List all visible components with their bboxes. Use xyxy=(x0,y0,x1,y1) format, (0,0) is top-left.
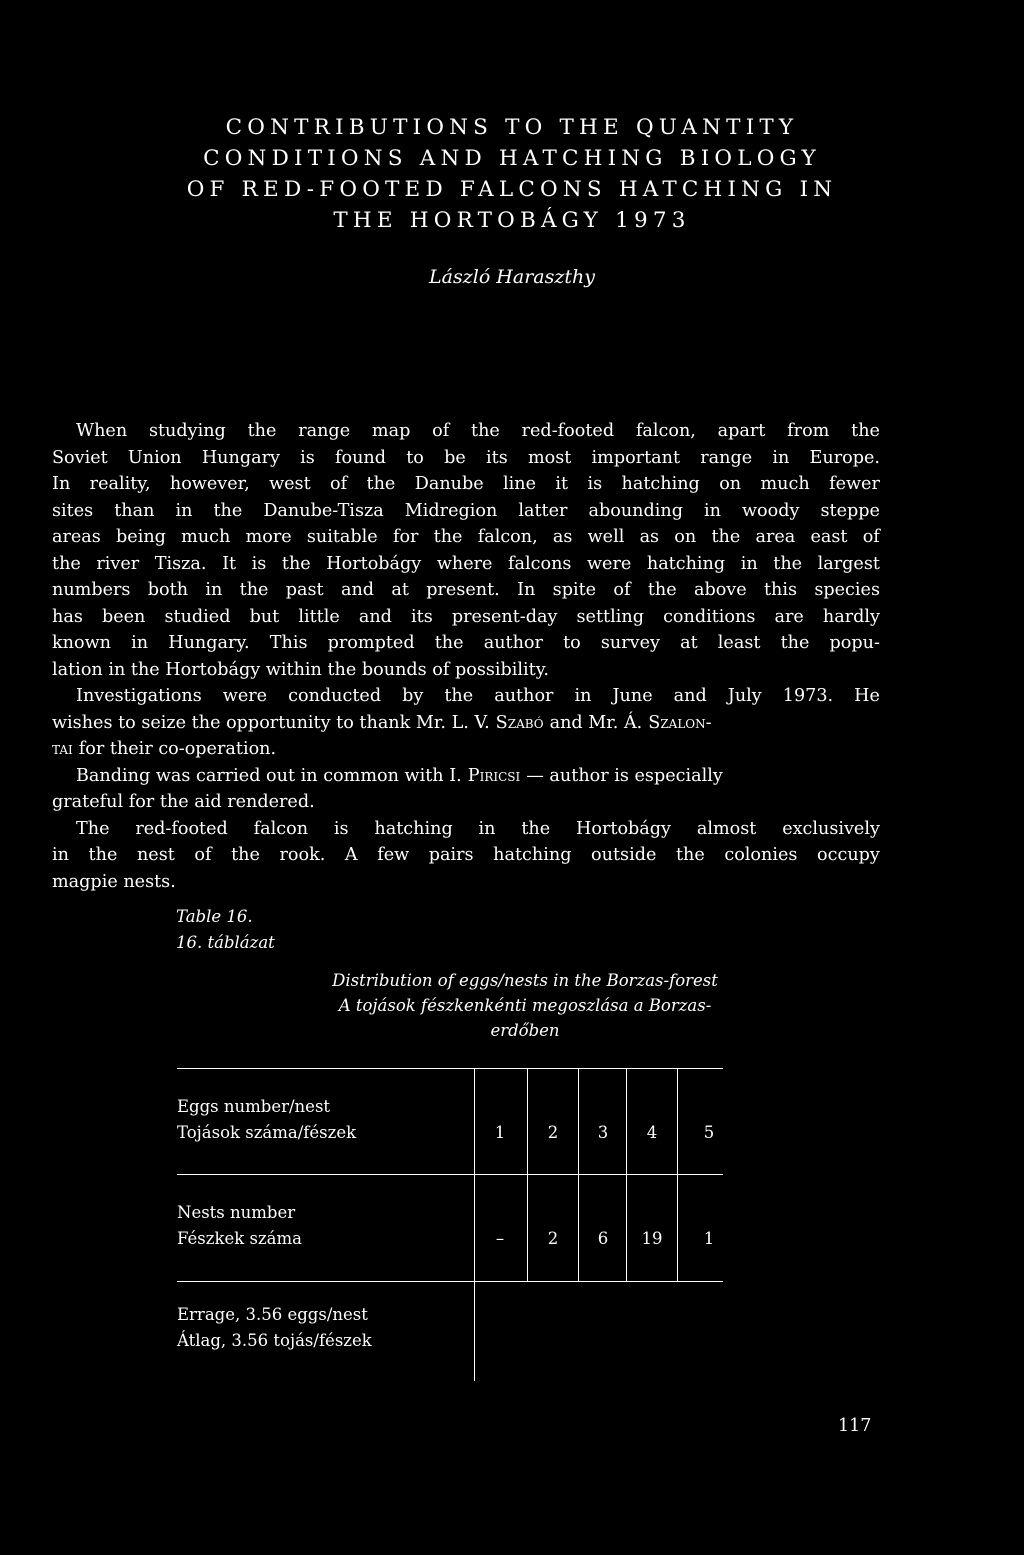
word: Investigations xyxy=(76,686,202,706)
word: on xyxy=(719,474,742,494)
word: falcon, xyxy=(635,421,696,441)
text-line xyxy=(52,551,880,578)
word: largest xyxy=(817,553,880,574)
word: numbers xyxy=(52,580,131,600)
word: Soviet xyxy=(52,447,108,468)
table-column-rule xyxy=(474,1069,475,1381)
word: falcon, xyxy=(477,527,538,547)
word: were xyxy=(587,553,632,574)
word: red-footed xyxy=(521,421,615,441)
word: the xyxy=(521,818,551,839)
word: Hortobágy xyxy=(576,818,671,839)
word: In xyxy=(52,474,71,494)
word: it xyxy=(555,474,569,494)
title-line: THE HORTOBÁGY 1973 xyxy=(333,208,691,233)
table-cell: 6 xyxy=(597,1229,609,1248)
word: red-footed xyxy=(135,818,228,839)
word: Danube xyxy=(414,474,484,494)
word: outside xyxy=(591,845,657,865)
word: known xyxy=(52,633,111,653)
text-span: Banding was carried out in common with I. xyxy=(76,765,462,786)
word: Tisza. xyxy=(154,553,207,574)
word: 1973. xyxy=(782,686,834,706)
word: July xyxy=(727,686,762,706)
word: west xyxy=(269,474,311,494)
word: on xyxy=(674,527,697,547)
word: range xyxy=(700,447,753,468)
word: conducted xyxy=(288,686,382,706)
word: of xyxy=(613,580,631,600)
text-span: grateful for the aid rendered. xyxy=(52,792,315,812)
text-span: wishes to seize the opportunity to thank Mr. L. V. xyxy=(52,712,490,733)
text-line xyxy=(52,445,880,472)
word: Hortobágy xyxy=(326,553,422,574)
table-title-hu: A tojások fészkenkénti megoszlása a Borzas- xyxy=(338,996,712,1015)
word: is xyxy=(251,553,267,574)
word: A xyxy=(344,845,358,865)
text-line xyxy=(52,816,880,843)
word: the xyxy=(647,580,677,600)
word: June xyxy=(612,686,653,706)
row-label-en: Errage, 3.56 eggs/nest xyxy=(177,1305,368,1324)
word: colonies xyxy=(724,845,798,865)
word: the xyxy=(851,421,880,441)
word: few xyxy=(377,845,410,865)
row-label-hu: Átlag, 3.56 tojás/fészek xyxy=(177,1331,372,1350)
body-text xyxy=(52,418,880,895)
table-title-en: Distribution of eggs/nests in the Borzas-forest xyxy=(332,971,718,990)
word: present-day xyxy=(451,606,558,627)
word: hatching xyxy=(374,818,453,839)
word: rook. xyxy=(279,845,326,865)
table-cell: 2 xyxy=(547,1123,559,1142)
word: falcon xyxy=(253,818,309,839)
word: conditions xyxy=(663,606,756,627)
person-name: Szabó xyxy=(495,712,544,733)
text-span: and Mr. Á. xyxy=(549,712,643,733)
word: than xyxy=(114,500,155,521)
word: steppe xyxy=(820,500,880,521)
word: studying xyxy=(148,421,226,441)
row-label-en: Eggs number/nest xyxy=(177,1097,331,1116)
word: the xyxy=(675,845,705,865)
word: from xyxy=(787,421,830,441)
word: are xyxy=(774,606,804,627)
word: areas xyxy=(52,527,101,547)
word: the xyxy=(433,527,463,547)
word: the xyxy=(247,421,277,441)
word: In xyxy=(517,580,536,600)
word: both xyxy=(147,580,189,600)
table-cell: – xyxy=(495,1229,505,1248)
table-cell: 19 xyxy=(641,1229,663,1248)
word: east xyxy=(810,527,848,547)
word: Danube-Tisza xyxy=(263,500,384,521)
word: author xyxy=(483,633,543,653)
table-column-rule xyxy=(677,1069,678,1281)
word: the xyxy=(711,527,741,547)
word: in xyxy=(574,686,592,706)
word: past xyxy=(285,580,324,600)
article-title xyxy=(0,112,1024,236)
word: Hungary. xyxy=(168,633,250,653)
author-name: László Haraszthy xyxy=(429,266,595,288)
word: has xyxy=(52,606,83,627)
word: the xyxy=(366,474,396,494)
word: the xyxy=(88,845,118,865)
text-line xyxy=(52,524,880,551)
word: latter xyxy=(518,500,568,521)
word: He xyxy=(854,686,880,706)
word: is xyxy=(333,818,349,839)
page-number: 117 xyxy=(838,1416,872,1436)
word: river xyxy=(96,553,140,574)
word: at xyxy=(391,580,409,600)
table-cell: 5 xyxy=(703,1123,715,1142)
table-cell: 4 xyxy=(646,1123,658,1142)
text-line xyxy=(52,683,880,710)
text-line xyxy=(52,630,880,657)
word: were xyxy=(222,686,268,706)
text-line xyxy=(52,418,880,445)
word: the xyxy=(434,633,464,653)
table-column-rule xyxy=(527,1069,528,1281)
word: in xyxy=(205,580,223,600)
word: in xyxy=(52,845,69,865)
word: map xyxy=(371,421,411,441)
word: the xyxy=(471,421,500,441)
table-cell: 1 xyxy=(703,1229,715,1248)
word: This xyxy=(269,633,308,653)
word: the xyxy=(773,553,803,574)
text-line xyxy=(52,869,880,896)
table-caption-en: Table 16. xyxy=(176,907,253,926)
text-line xyxy=(52,657,880,684)
word: Hungary xyxy=(201,447,280,468)
text-line xyxy=(52,471,880,498)
text-span: — author is especially xyxy=(526,765,723,786)
word: the xyxy=(444,686,474,706)
word: in xyxy=(478,818,496,839)
word: reality, xyxy=(89,474,151,494)
word: much xyxy=(760,474,810,494)
word: range xyxy=(298,421,351,441)
table-rule xyxy=(177,1174,723,1175)
word: at xyxy=(680,633,698,653)
table-column-rule xyxy=(578,1069,579,1281)
title-line: OF RED-FOOTED FALCONS HATCHING IN xyxy=(186,177,838,202)
row-label-en: Nests number xyxy=(177,1203,296,1222)
word: settling xyxy=(576,606,644,627)
person-name: tai xyxy=(52,739,73,759)
text-line xyxy=(52,710,880,737)
word: fewer xyxy=(829,474,880,494)
table-caption-hu: 16. táblázat xyxy=(176,933,275,952)
word: falcons xyxy=(508,553,572,574)
word: its xyxy=(411,606,433,627)
word: in xyxy=(131,633,149,653)
text-line xyxy=(52,842,880,869)
word: this xyxy=(763,580,798,600)
word: be xyxy=(444,447,466,468)
word: sites xyxy=(52,500,94,521)
text-line xyxy=(52,789,880,816)
table-rule xyxy=(177,1281,723,1282)
text-line xyxy=(52,604,880,631)
word: by xyxy=(402,686,424,706)
word: present. xyxy=(426,580,500,600)
row-label-hu: Fészkek száma xyxy=(177,1229,302,1248)
word: however, xyxy=(169,474,250,494)
word: hatching xyxy=(493,845,572,865)
word: the xyxy=(213,500,243,521)
word: the xyxy=(52,553,81,574)
table-cell: 3 xyxy=(597,1123,609,1142)
word: studied xyxy=(164,606,231,627)
word: area xyxy=(755,527,796,547)
row-label-hu: Tojások száma/fészek xyxy=(177,1123,357,1142)
word: is xyxy=(587,474,603,494)
word: above xyxy=(693,580,747,600)
word: the xyxy=(281,553,311,574)
word: It xyxy=(222,553,237,574)
table-column-rule xyxy=(626,1069,627,1281)
word: the xyxy=(239,580,269,600)
text-span: lation in the Hortobágy within the bounds of possibility. xyxy=(52,659,549,680)
word: and xyxy=(673,686,707,706)
word: The xyxy=(76,818,110,839)
word: where xyxy=(436,553,493,574)
word: Europe. xyxy=(809,447,880,468)
word: almost xyxy=(696,818,757,839)
word: When xyxy=(76,421,128,441)
table-cell: 2 xyxy=(547,1229,559,1248)
word: and xyxy=(340,580,375,600)
word: as xyxy=(639,527,660,547)
word: woody xyxy=(742,500,800,521)
word: in xyxy=(740,553,758,574)
word: is xyxy=(300,447,315,468)
word: more xyxy=(245,527,292,547)
word: most xyxy=(527,447,572,468)
word: as xyxy=(552,527,573,547)
word: occupy xyxy=(817,845,880,865)
word: survey xyxy=(600,633,660,653)
word: nest xyxy=(136,845,175,865)
word: apart xyxy=(717,421,766,441)
word: but xyxy=(249,606,280,627)
table-cell: 1 xyxy=(494,1123,506,1142)
word: author xyxy=(494,686,554,706)
text-line xyxy=(52,577,880,604)
word: and xyxy=(358,606,392,627)
word: the xyxy=(780,633,810,653)
word: hardly xyxy=(822,606,880,627)
word: abounding xyxy=(588,500,683,521)
title-line: CONTRIBUTIONS TO THE QUANTITY xyxy=(225,115,799,140)
word: been xyxy=(101,606,146,627)
word: Midregion xyxy=(404,500,498,521)
text-span: magpie nests. xyxy=(52,871,176,892)
text-span: for their co-operation. xyxy=(78,739,277,759)
title-line: CONDITIONS AND HATCHING BIOLOGY xyxy=(203,146,821,171)
word: to xyxy=(563,633,581,653)
table-rule xyxy=(177,1068,723,1069)
word: hatching xyxy=(621,474,700,494)
word: to xyxy=(406,447,424,468)
word: in xyxy=(704,500,721,521)
word: little xyxy=(298,606,340,627)
table-title xyxy=(190,968,860,1043)
word: exclusively xyxy=(782,818,880,839)
person-name: Szalon- xyxy=(648,712,712,733)
word: well xyxy=(587,527,625,547)
word: of xyxy=(330,474,348,494)
word: being xyxy=(116,527,166,547)
person-name: Piricsi xyxy=(467,765,521,786)
text-line xyxy=(52,736,880,763)
word: much xyxy=(181,527,231,547)
word: hatching xyxy=(646,553,726,574)
word: of xyxy=(432,421,450,441)
table-title-hu-cont: erdőben xyxy=(490,1021,560,1040)
text-line xyxy=(52,763,880,790)
word: the xyxy=(231,845,260,865)
word: species xyxy=(814,580,880,600)
word: spite xyxy=(552,580,597,600)
word: for xyxy=(392,527,419,547)
word: line xyxy=(503,474,537,494)
word: in xyxy=(772,447,790,468)
word: suitable xyxy=(306,527,378,547)
word: pairs xyxy=(428,845,474,865)
word: of xyxy=(194,845,212,865)
word: important xyxy=(591,447,681,468)
word: found xyxy=(335,447,387,468)
word: least xyxy=(717,633,761,653)
word: popu- xyxy=(829,633,880,653)
word: in xyxy=(175,500,193,521)
text-line xyxy=(52,498,880,525)
word: of xyxy=(862,527,880,547)
word: its xyxy=(486,447,508,468)
word: Union xyxy=(127,447,182,468)
word: prompted xyxy=(327,633,415,653)
